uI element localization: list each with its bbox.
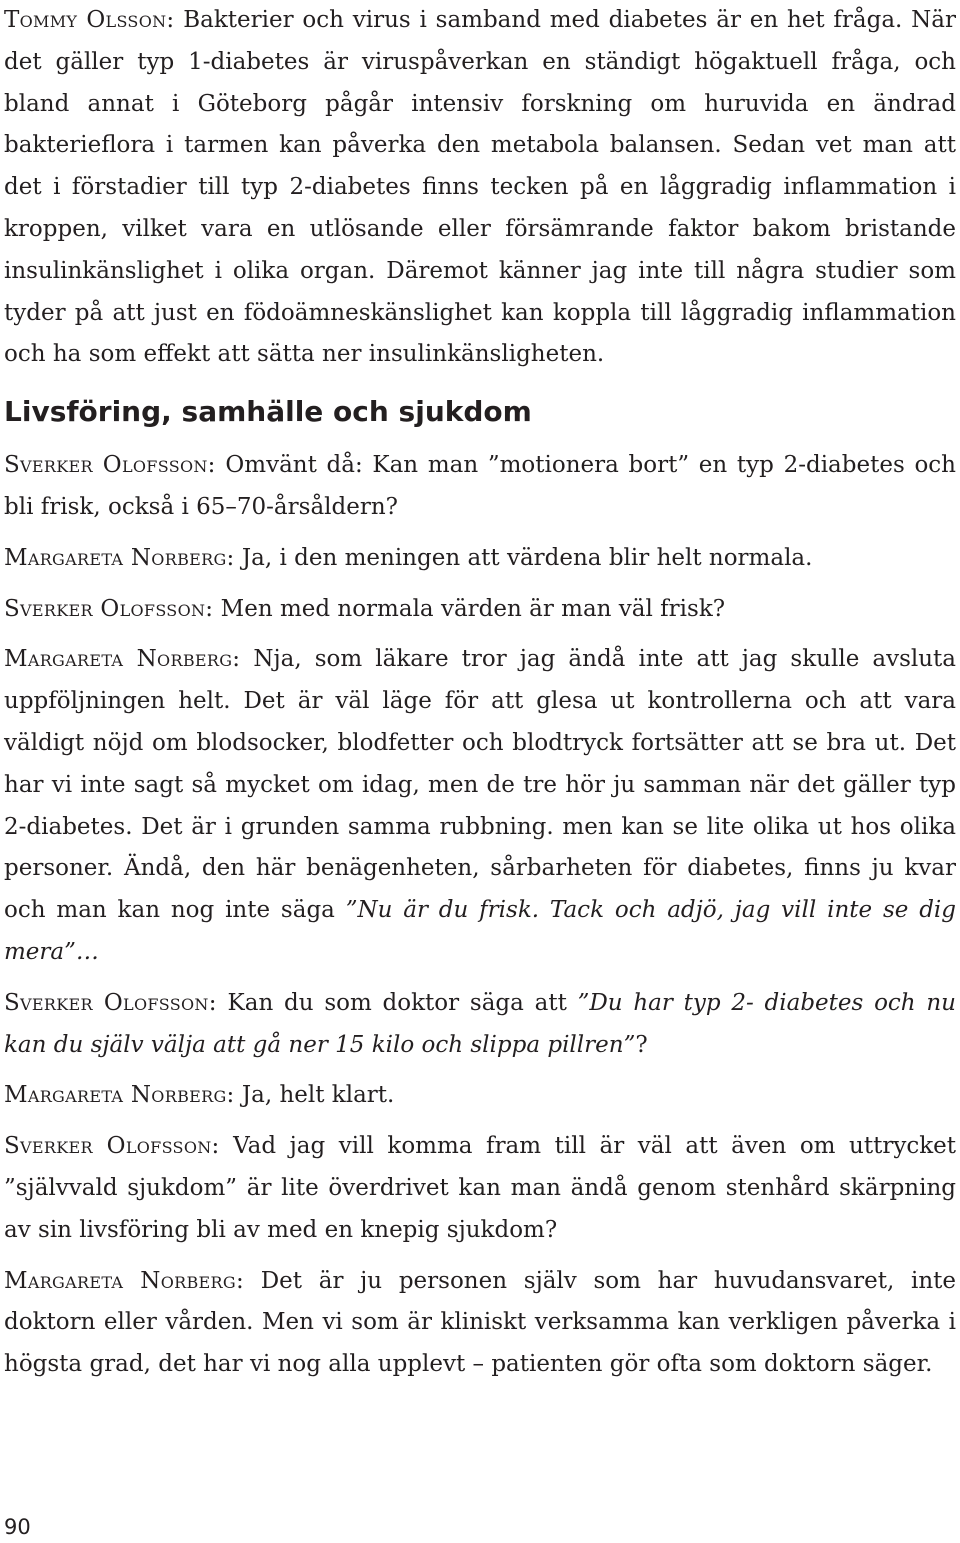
dialogue-text: Ja, helt klart.: [234, 1082, 395, 1109]
dialogue-text: Nja, som läkare tror jag ändå inte att jag skulle avsluta uppföljningen helt. Det är väl läge för att glesa ut kontrollerna och att vara väldigt nöjd om blodsocker, blodfetter och blodtryck fortsätter att se bra ut. Det har vi inte sagt så mycket om idag, men de tre hör ju samman när det gäller typ 2-diabetes. Det är i grunden samma rubbning. men kan se lite olika ut hos olika personer. Ändå, den här benägenheten, sårbarheten för diabetes, finns ju kvar och man kan nog inte säga: [4, 646, 956, 924]
dialogue-quote: ”Nu är du frisk. Tack och adjö, jag vill inte se dig mera”…: [4, 897, 956, 965]
dialogue-line: [4, 639, 956, 973]
dialogue-text: Omvänt då: Kan man ”motionera bort” en typ 2-diabetes och bli frisk, också i 65–70-årsåldern?: [4, 452, 956, 520]
dialogue-line: [4, 1126, 956, 1251]
paragraph-text: Bakterier och virus i samband med diabetes är en het fråga. När det gäller typ 1-diabetes är viruspåverkan en ständigt högaktuell fråga, och bland annat i Göteborg pågår intensiv forskning om huruvida en ändrad bakterieflora i tarmen kan påverka den metabola balansen. Sedan vet man att det i förstadier till typ 2-diabetes finns tecken på en låggradig inflammation i kroppen, vilket vara en utlösande eller försämrande faktor bakom bristande insulinkänslighet i olika organ. Däremot känner jag inte till några studier som tyder på att just en födoämneskänslighet kan koppla till låggradig inflammation och ha som effekt att sätta ner insulinkänsligheten.: [4, 7, 956, 368]
speaker-name: Sverker Olofsson:: [4, 989, 217, 1016]
speaker-name: Margareta Norberg:: [4, 544, 235, 571]
dialogue-text: Det är ju personen själv som har huvudansvaret, inte doktorn eller vården. Men vi som är kliniskt verksamma kan verkligen påverka i högsta grad, det har vi nog alla upplevt – patienten gör ofta som doktorn säger.: [4, 1267, 956, 1378]
section-heading: Livsföring, samhälle och sjukdom: [4, 395, 532, 429]
speaker-name: Margareta Norberg:: [4, 1082, 235, 1109]
dialogue-tail: ?: [635, 1031, 648, 1058]
dialogue-line: [4, 1261, 956, 1386]
dialogue-line: [4, 445, 956, 529]
dialogue-quote: ”Du har typ 2- diabetes och nu kan du själv välja att gå ner 15 kilo och slippa pillren”: [4, 989, 956, 1058]
document-page: [4, 0, 956, 1395]
dialogue-line: [4, 983, 956, 1067]
page-number: 90: [4, 1515, 31, 1539]
dialogue-text: Ja, i den meningen att värdena blir helt normala.: [234, 544, 813, 571]
speaker-name: Margareta Norberg:: [4, 1267, 244, 1294]
speaker-name: Sverker Olofsson:: [4, 452, 216, 479]
paragraph-olsson: [4, 0, 956, 376]
dialogue-text: Vad jag vill komma fram till är väl att även om uttrycket ”självvald sjukdom” är lite överdrivet kan man ändå genom stenhård skärpning av sin livsföring bli av med en knepig sjukdom?: [4, 1133, 956, 1243]
speaker-name: Tommy Olsson:: [4, 7, 175, 33]
speaker-name: Sverker Olofsson:: [4, 1133, 220, 1160]
dialogue-line: [4, 589, 956, 631]
speaker-name: Sverker Olofsson:: [4, 595, 214, 622]
dialogue-text: Kan du som doktor säga att: [216, 989, 578, 1016]
dialogue-line: [4, 1075, 956, 1117]
dialogue-text: Men med normala värden är man väl frisk?: [213, 595, 726, 622]
speaker-name: Margareta Norberg:: [4, 646, 241, 673]
dialogue-line: [4, 538, 956, 580]
